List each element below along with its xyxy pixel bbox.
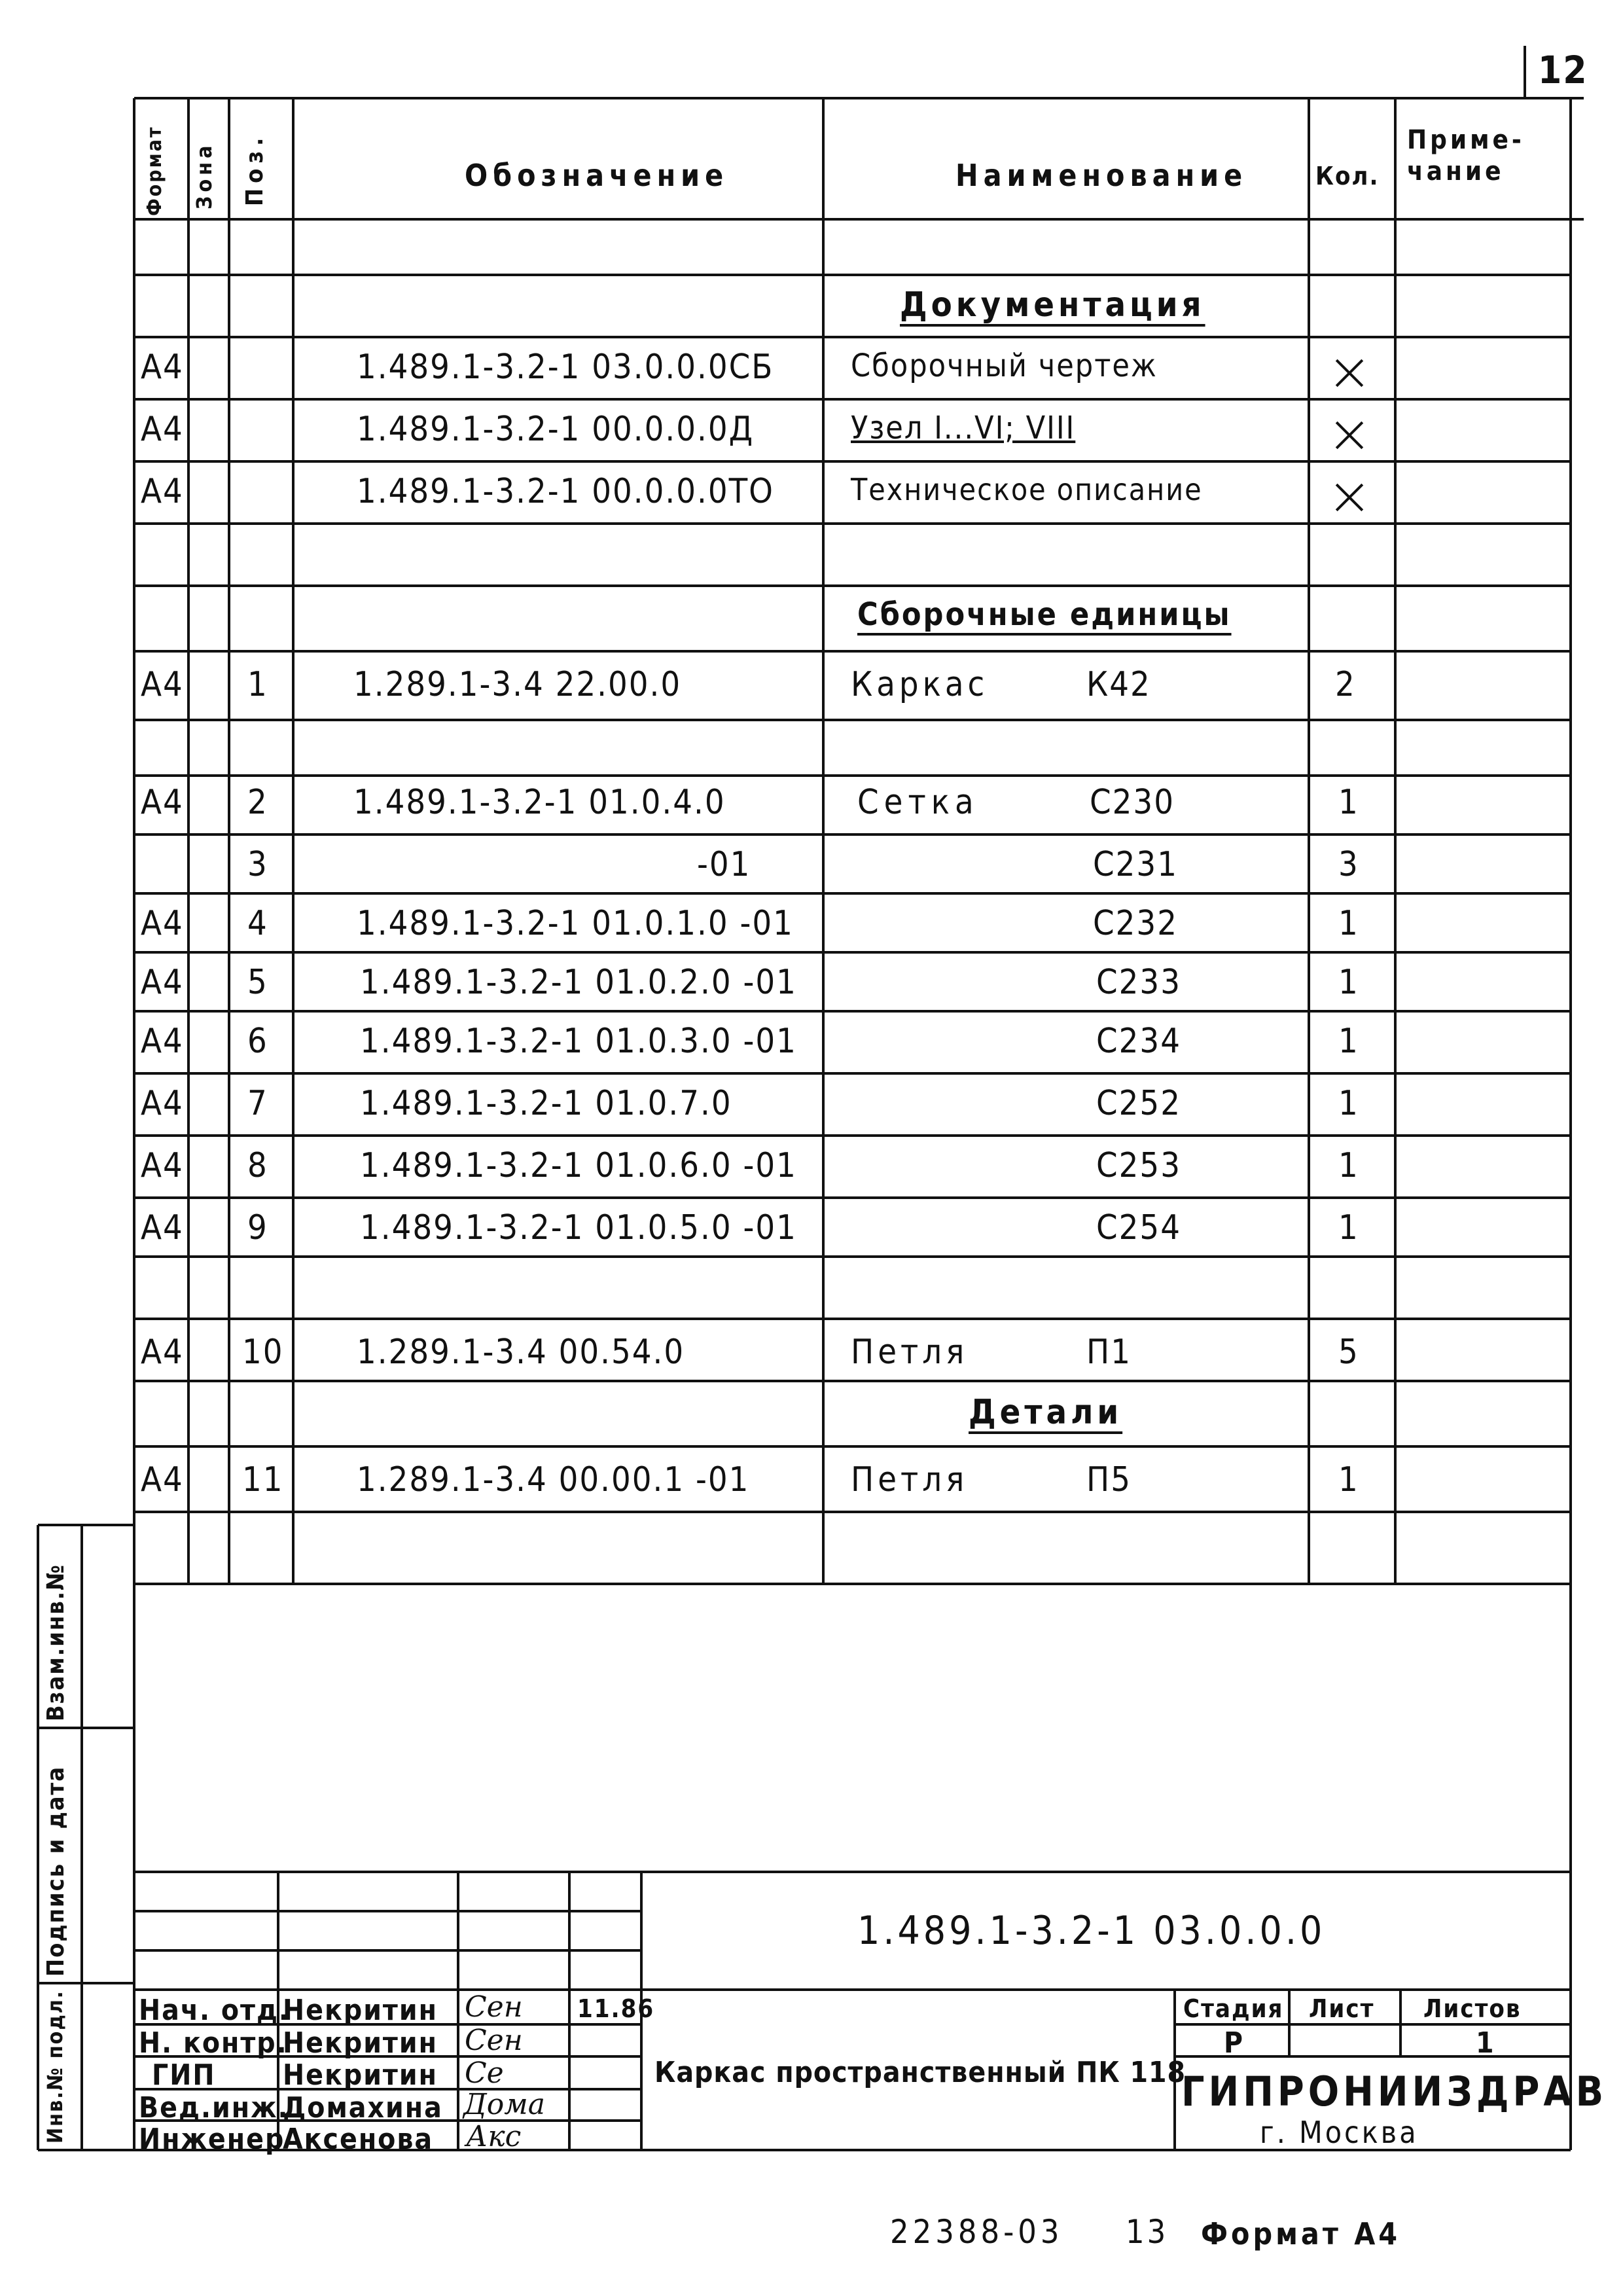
stage-label: Стадия <box>1183 1994 1284 2023</box>
row-designation: 1.489.1-3.2-1 00.0.0.0Д <box>357 410 755 449</box>
footer-format: Формат А4 <box>1201 2216 1401 2251</box>
row-mark: С232 <box>1093 904 1178 943</box>
row-qty: 1 <box>1338 1208 1359 1247</box>
page-number: 12 <box>1538 48 1588 92</box>
row-name: Сетка <box>857 783 979 822</box>
row-qty: 1 <box>1338 904 1359 943</box>
row-pos: 11 <box>242 1460 284 1499</box>
row-qty: 1 <box>1338 963 1359 1002</box>
signature: Сен <box>465 1990 523 2024</box>
person-name: Некритин <box>283 2058 438 2092</box>
row-format: А4 <box>141 1146 184 1185</box>
row-name: Сборочный чертеж <box>851 348 1158 384</box>
row-pos: 3 <box>247 845 268 884</box>
side-label-vzam-inv: Взам.инв.№ <box>43 1564 69 1721</box>
row-qty: 2 <box>1335 665 1356 704</box>
row-mark: П5 <box>1086 1460 1132 1499</box>
row-name: Петля <box>851 1333 969 1372</box>
row-pos: 9 <box>247 1208 268 1247</box>
row-format: А4 <box>141 1208 184 1247</box>
row-qty: 1 <box>1338 1460 1359 1499</box>
col-designation-header: Обозначение <box>465 158 729 193</box>
row-format: А4 <box>141 1022 184 1061</box>
sheet-label: Лист <box>1309 1994 1375 2023</box>
organization-name: ГИПРОНИИЗДРАВ <box>1181 2068 1608 2115</box>
side-label-inv-podl: Инв.№ подл. <box>43 1990 67 2144</box>
role-label: ГИП <box>152 2058 216 2092</box>
col-name-header: Наименование <box>955 158 1248 193</box>
footer-sheet-number: 13 <box>1126 2213 1169 2251</box>
row-format: А4 <box>141 783 184 822</box>
row-qty: 1 <box>1338 1146 1359 1185</box>
row-qty: 1 <box>1338 1022 1359 1061</box>
row-pos: 6 <box>247 1022 268 1061</box>
sheets-value: 1 <box>1476 2026 1495 2060</box>
row-designation: 1.289.1-3.4 22.00.0 <box>353 665 682 704</box>
row-format: А4 <box>141 1333 184 1372</box>
row-pos: 10 <box>242 1333 284 1372</box>
signature: Се <box>465 2056 504 2090</box>
col-qty-header: Кол. <box>1315 162 1380 190</box>
row-designation: 1.289.1-3.4 00.00.1 -01 <box>357 1460 750 1499</box>
role-label: Вед.инж. <box>139 2091 289 2125</box>
role-label: Нач. отд. <box>139 1994 290 2027</box>
row-designation: 1.489.1-3.2-1 03.0.0.0СБ <box>357 348 774 387</box>
row-designation: 1.489.1-3.2-1 01.0.5.0 -01 <box>360 1208 797 1247</box>
col-pos-header: Поз. <box>241 132 268 206</box>
col-note-header: Приме- чание <box>1407 125 1525 187</box>
col-zone-header: Зона <box>192 141 217 209</box>
row-mark: С234 <box>1096 1022 1181 1061</box>
person-name: Аксенова <box>283 2123 434 2156</box>
row-designation: 1.289.1-3.4 00.54.0 <box>357 1333 685 1372</box>
row-format: А4 <box>141 1084 184 1123</box>
row-designation: 1.489.1-3.2-1 01.0.1.0 -01 <box>357 904 794 943</box>
cross-mark-icon <box>1335 421 1364 450</box>
row-mark: П1 <box>1086 1333 1132 1372</box>
row-qty: 5 <box>1338 1333 1359 1372</box>
document-code: 1.489.1-3.2-1 03.0.0.0 <box>857 1908 1326 1954</box>
row-mark: С252 <box>1096 1084 1181 1123</box>
role-label: Н. контр. <box>139 2026 288 2060</box>
section-documentation: Документация <box>900 285 1205 325</box>
row-mark: С231 <box>1093 845 1178 884</box>
row-pos: 7 <box>247 1084 268 1123</box>
cross-mark-icon <box>1335 483 1364 512</box>
signature: Дома <box>463 2088 545 2121</box>
row-pos: 8 <box>247 1146 268 1185</box>
row-designation: 1.489.1-3.2-1 01.0.4.0 <box>353 783 726 822</box>
row-mark: С230 <box>1090 783 1175 822</box>
row-qty: 3 <box>1338 845 1359 884</box>
date-value: 11.86 <box>577 1994 655 2023</box>
person-name: Домахина <box>283 2091 443 2125</box>
row-format: А4 <box>141 348 184 387</box>
row-designation: 1.489.1-3.2-1 01.0.2.0 -01 <box>360 963 797 1002</box>
signature: Акс <box>466 2120 522 2153</box>
section-details: Детали <box>969 1393 1123 1432</box>
row-format: А4 <box>141 665 184 704</box>
row-format: А4 <box>141 904 184 943</box>
row-qty: 1 <box>1338 783 1359 822</box>
row-name: Петля <box>851 1460 969 1499</box>
row-name: Техническое описание <box>851 472 1203 507</box>
footer-doc-number: 22388-03 <box>890 2213 1063 2251</box>
row-mark: С254 <box>1096 1208 1181 1247</box>
col-format-header: Формат <box>143 125 166 216</box>
sheets-label: Листов <box>1423 1994 1522 2023</box>
row-mark: С253 <box>1096 1146 1181 1185</box>
row-designation: 1.489.1-3.2-1 01.0.6.0 -01 <box>360 1146 797 1185</box>
signature: Сен <box>465 2024 523 2057</box>
role-label: Инженер <box>139 2123 285 2156</box>
row-pos: 5 <box>247 963 268 1002</box>
document-title: Каркас пространственный ПК 118 <box>654 2056 1186 2089</box>
person-name: Некритин <box>283 2026 438 2060</box>
section-assembly-units: Сборочные единицы <box>857 596 1232 633</box>
row-pos: 2 <box>247 783 268 822</box>
cross-mark-icon <box>1335 359 1364 387</box>
row-pos: 1 <box>247 665 268 704</box>
row-format: А4 <box>141 410 184 449</box>
side-label-signature-date: Подпись и дата <box>43 1765 69 1977</box>
row-qty: 1 <box>1338 1084 1359 1123</box>
row-name: Узел I...VI; VIII <box>851 410 1076 446</box>
row-format: А4 <box>141 1460 184 1499</box>
stage-value: Р <box>1224 2026 1245 2060</box>
row-mark: К42 <box>1086 665 1151 704</box>
row-designation: 1.489.1-3.2-1 00.0.0.0ТО <box>357 472 774 511</box>
row-name: Каркас <box>851 665 989 704</box>
person-name: Некритин <box>283 1994 438 2027</box>
row-designation: -01 <box>697 845 751 884</box>
row-format: А4 <box>141 472 184 511</box>
row-designation: 1.489.1-3.2-1 01.0.3.0 -01 <box>360 1022 797 1061</box>
organization-city: г. Москва <box>1260 2115 1419 2150</box>
row-pos: 4 <box>247 904 268 943</box>
row-format: А4 <box>141 963 184 1002</box>
row-mark: С233 <box>1096 963 1181 1002</box>
row-designation: 1.489.1-3.2-1 01.0.7.0 <box>360 1084 732 1123</box>
